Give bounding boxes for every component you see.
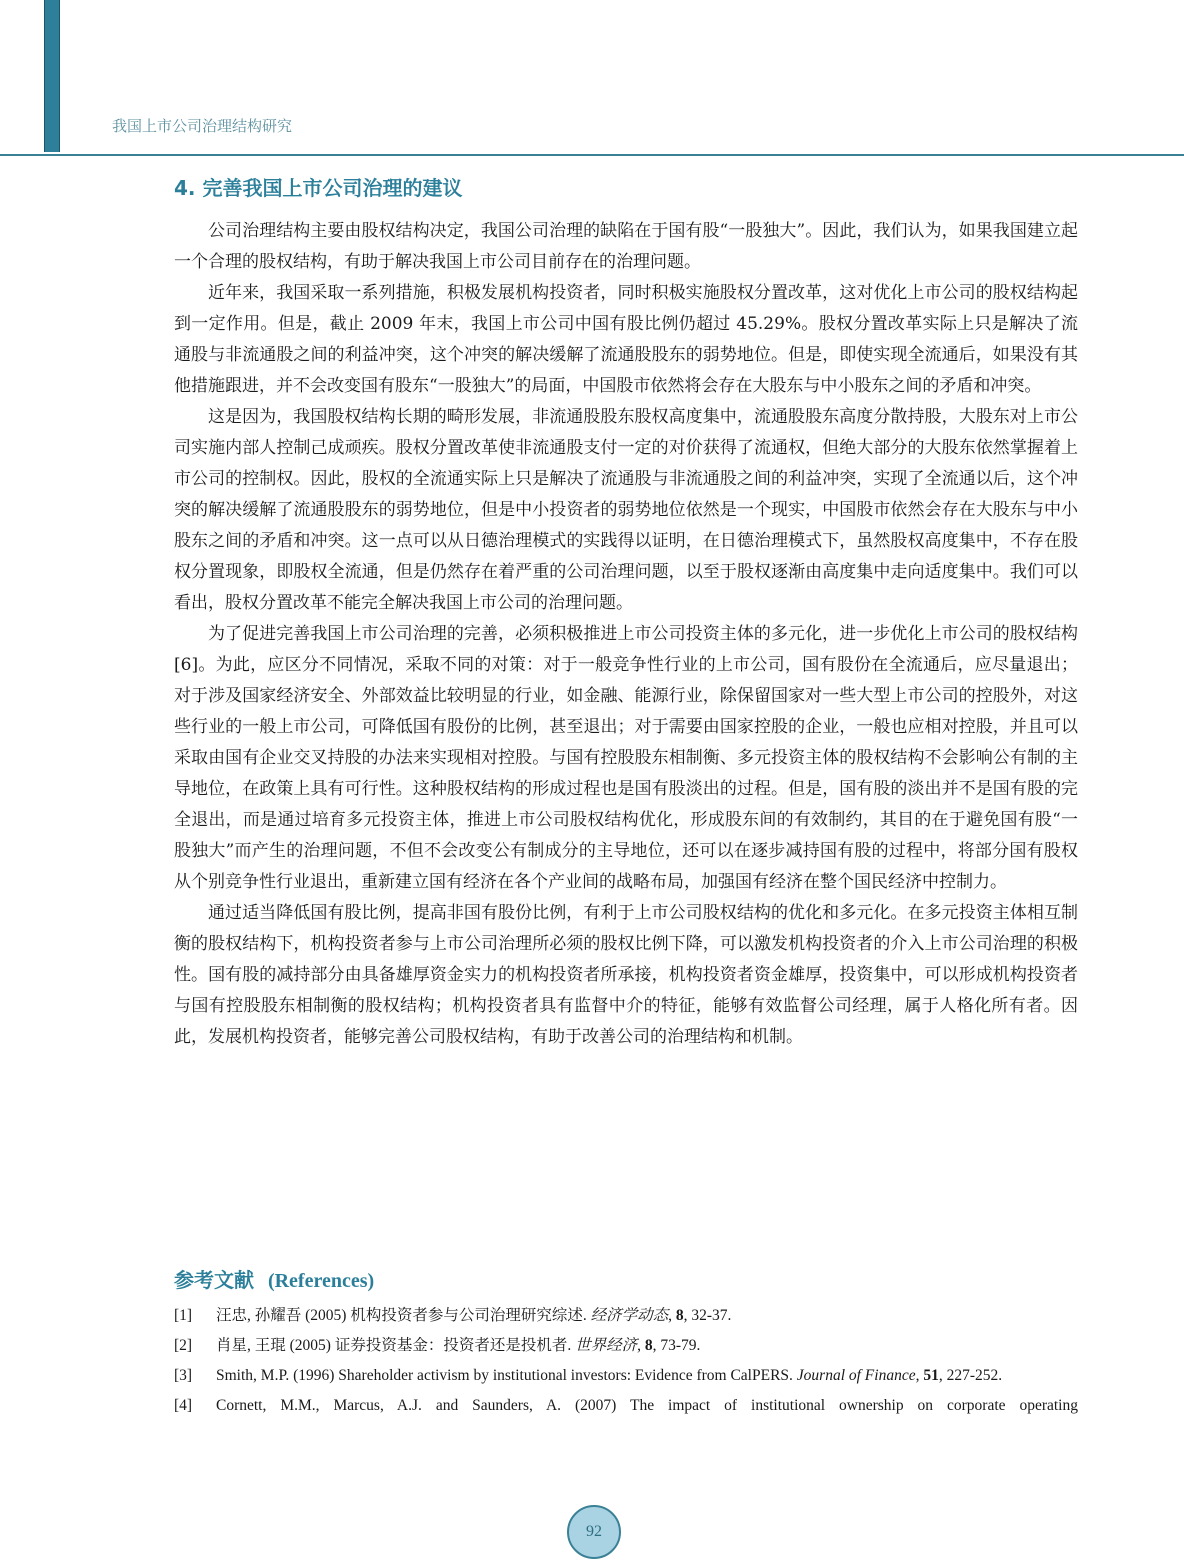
- reference-item: [174, 1336, 1078, 1356]
- reference-number: [3]: [174, 1367, 193, 1384]
- references-title-en: (References): [267, 1270, 375, 1292]
- paragraph: 近年来，我国采取一系列措施，积极发展机构投资者，同时积极实施股权分置改革，这对优化上市公司的股权结构起到一定作用。但是，截止 2009 年末，我国上市公司中国有股比例仍超过 45.29%。股权分置改革实际上只是解决了流通股与非流通股之间的利益冲突，这个冲突的解决缓解了流通股股东的弱势地位。但是，即使实现全流通后，如果没有其他措施跟进，并不会改变国有股东“一股独大”的局面，中国股市依然将会存在大股东与中小股东之间的矛盾和冲突。: [174, 283, 1078, 396]
- reference-volume: 8: [644, 1337, 653, 1354]
- reference-journal: Journal of Finance: [796, 1367, 916, 1384]
- section-body: [174, 216, 1078, 1053]
- header-accent-bar: [44, 0, 60, 152]
- reference-item: [174, 1396, 1078, 1416]
- reference-volume: 51: [923, 1367, 939, 1384]
- section-heading: 4. 完善我国上市公司治理的建议: [174, 176, 463, 200]
- reference-item: [174, 1366, 1078, 1386]
- reference-sep: ,: [637, 1337, 645, 1354]
- reference-number: [2]: [174, 1337, 193, 1354]
- paragraph: 公司治理结构主要由股权结构决定，我国公司治理的缺陷在于国有股“一股独大”。因此，我们认为，如果我国建立起一个合理的股权结构，有助于解决我国上市公司目前存在的治理问题。: [174, 221, 1078, 272]
- header-divider: [0, 154, 1184, 156]
- reference-journal: 世界经济: [575, 1337, 638, 1354]
- reference-item: [174, 1306, 1078, 1326]
- reference-text: 肖星, 王琨 (2005) 证券投资基金：投资者还是投机者.: [216, 1337, 576, 1354]
- paragraph: 通过适当降低国有股比例，提高非国有股份比例，有利于上市公司股权结构的优化和多元化。在多元投资主体相互制衡的股权结构下，机构投资者参与上市公司治理所必须的股权比例下降，可以激发机构投资者的介入上市公司治理的积极性。国有股的减持部分由具备雄厚资金实力的机构投资者所承接，机构投资者资金雄厚，投资集中，可以形成机构投资者与国有控股股东相制衡的股权结构；机构投资者具有监督中介的特征，能够有效监督公司经理，属于人格化所有者。因此，发展机构投资者，能够完善公司股权结构，有助于改善公司的治理结构和机制。: [174, 903, 1078, 1047]
- reference-number: [4]: [174, 1397, 193, 1414]
- reference-text: Cornett, M.M., Marcus, A.J. and Saunders, A. (2007) The impact of institutional ownership on corporate operating: [216, 1397, 1078, 1414]
- reference-list: [174, 1306, 1078, 1426]
- reference-volume: 8: [675, 1307, 684, 1324]
- page-number-badge: 92: [567, 1505, 621, 1559]
- reference-journal: 经济学动态: [590, 1307, 669, 1324]
- references-title-cn: 参考文献: [174, 1268, 254, 1292]
- paragraph: 这是因为，我国股权结构长期的畸形发展，非流通股股东股权高度集中，流通股股东高度分散持股，大股东对上市公司实施内部人控制己成顽疾。股权分置改革使非流通股支付一定的对价获得了流通权，但绝大部分的大股东依然掌握着上市公司的控制权。因此，股权的全流通实际上只是解决了流通股与非流通股之间的利益冲突，实现了全流通以后，这个冲突的解决缓解了流通股股东的弱势地位，但是中小投资者的弱势地位依然是一个现实，中国股市依然会存在大股东与中小股东之间的矛盾和冲突。这一点可以从日德治理模式的实践得以证明，在日德治理模式下，虽然股权高度集中，不存在股权分置现象，即股权全流通，但是仍然存在着严重的公司治理问题，以至于股权逐渐由高度集中走向适度集中。我们可以看出，股权分置改革不能完全解决我国上市公司的治理问题。: [174, 407, 1078, 613]
- reference-text: Smith, M.P. (1996) Shareholder activism by institutional investors: Evidence from CalPERS.: [216, 1367, 797, 1384]
- reference-pages: , 73-79.: [652, 1337, 701, 1354]
- paragraph: 为了促进完善我国上市公司治理的完善，必须积极推进上市公司投资主体的多元化，进一步优化上市公司的股权结构[6]。为此，应区分不同情况，采取不同的对策：对于一般竞争性行业的上市公司，国有股份在全流通后，应尽量退出；对于涉及国家经济安全、外部效益比较明显的行业，如金融、能源行业，除保留国家对一些大型上市公司的控股外，对这些行业的一般上市公司，可降低国有股份的比例，甚至退出；对于需要由国家控股的企业，一般也应相对控股，并且可以采取由国有企业交叉持股的办法来实现相对控股。与国有控股股东相制衡、多元投资主体的股权结构不会影响公有制的主导地位，在政策上具有可行性。这种股权结构的形成过程也是国有股淡出的过程。但是，国有股的淡出并不是国有股的完全退出，而是通过培育多元投资主体，推进上市公司股权结构优化，形成股东间的有效制约，其目的在于避免国有股“一股独大”而产生的治理问题，不但不会改变公有制成分的主导地位，还可以在逐步减持国有股的过程中，将部分国有股权从个别竞争性行业退出，重新建立国有经济在各个产业间的战略布局，加强国有经济在整个国民经济中控制力。: [174, 624, 1078, 892]
- reference-number: [1]: [174, 1307, 193, 1324]
- reference-pages: , 32-37.: [683, 1307, 732, 1324]
- reference-sep: ,: [915, 1367, 924, 1384]
- references-heading: [174, 1264, 374, 1293]
- running-title: 我国上市公司治理结构研究: [112, 119, 293, 135]
- reference-pages: , 227-252.: [938, 1367, 1003, 1384]
- reference-text: 汪忠, 孙耀吾 (2005) 机构投资者参与公司治理研究综述.: [216, 1307, 591, 1324]
- reference-sep: ,: [668, 1307, 676, 1324]
